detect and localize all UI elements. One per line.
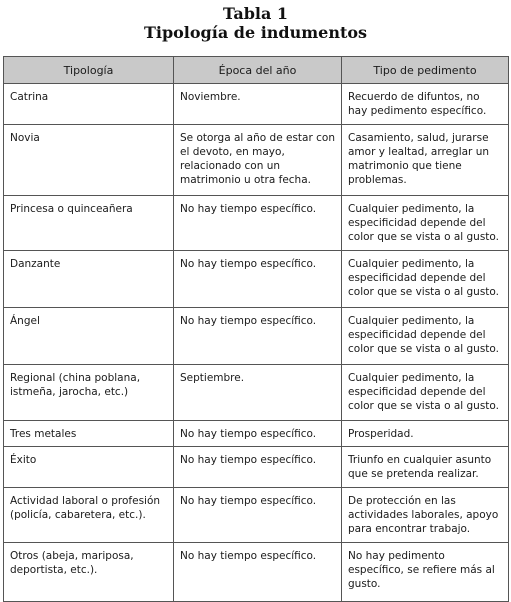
table-row: [4, 125, 509, 196]
table-row: [4, 308, 509, 365]
cell-epoca: No hay tiempo específico.: [174, 488, 342, 543]
indumentos-table: [3, 56, 509, 602]
header-epoca: Época del año: [174, 57, 342, 84]
table-header: [4, 57, 509, 84]
cell-tipologia: Princesa o quinceañera: [4, 196, 174, 251]
cell-tipologia: Tres metales: [4, 421, 174, 447]
cell-pedimento: No hay pedimento específico, se refiere más al gusto.: [342, 543, 509, 602]
table-body: [4, 84, 509, 602]
cell-tipologia: Danzante: [4, 251, 174, 308]
table-row: [4, 421, 509, 447]
header-tipologia: Tipología: [4, 57, 174, 84]
cell-epoca: No hay tiempo específico.: [174, 447, 342, 488]
table-row: [4, 251, 509, 308]
cell-pedimento: Cualquier pedimento, la especificidad depende del color que se vista o al gusto.: [342, 365, 509, 421]
cell-epoca: No hay tiempo específico.: [174, 308, 342, 365]
cell-epoca: No hay tiempo específico.: [174, 543, 342, 602]
cell-pedimento: Casamiento, salud, jurarse amor y lealtad, arreglar un matrimonio que tiene problemas.: [342, 125, 509, 196]
table-row: [4, 488, 509, 543]
table-row: [4, 447, 509, 488]
table-row: [4, 84, 509, 125]
table-row: [4, 365, 509, 421]
table-subtitle: Tipología de indumentos: [143, 23, 368, 42]
cell-pedimento: Recuerdo de difuntos, no hay pedimento específico.: [342, 84, 509, 125]
cell-pedimento: De protección en las actividades laborales, apoyo para encontrar trabajo.: [342, 488, 509, 543]
table-row: [4, 196, 509, 251]
cell-tipologia: Ángel: [4, 308, 174, 365]
table-row: [4, 543, 509, 602]
cell-pedimento: Triunfo en cualquier asunto que se pretenda realizar.: [342, 447, 509, 488]
cell-tipologia: Otros (abeja, mariposa, deportista, etc.).: [4, 543, 174, 602]
cell-tipologia: Éxito: [4, 447, 174, 488]
cell-pedimento: Cualquier pedimento, la especificidad depende del color que se vista o al gusto.: [342, 251, 509, 308]
header-row: [4, 57, 509, 84]
cell-pedimento: Cualquier pedimento, la especificidad depende del color que se vista o al gusto.: [342, 196, 509, 251]
cell-pedimento: Cualquier pedimento, la especificidad depende del color que se vista o al gusto.: [342, 308, 509, 365]
cell-epoca: No hay tiempo específico.: [174, 251, 342, 308]
cell-epoca: No hay tiempo específico.: [174, 421, 342, 447]
cell-tipologia: Novia: [4, 125, 174, 196]
cell-tipologia: Regional (china poblana, istmeña, jarocha, etc.): [4, 365, 174, 421]
cell-pedimento: Prosperidad.: [342, 421, 509, 447]
cell-epoca: No hay tiempo específico.: [174, 196, 342, 251]
cell-tipologia: Catrina: [4, 84, 174, 125]
cell-epoca: Noviembre.: [174, 84, 342, 125]
header-pedimento: Tipo de pedimento: [342, 57, 509, 84]
cell-epoca: Septiembre.: [174, 365, 342, 421]
title-block: [0, 0, 511, 42]
cell-tipologia: Actividad laboral o profesión (policía, cabaretera, etc.).: [4, 488, 174, 543]
table-title: Tabla 1: [222, 4, 289, 23]
cell-epoca: Se otorga al año de estar con el devoto, en mayo, relacionado con un matrimonio u otra fecha.: [174, 125, 342, 196]
